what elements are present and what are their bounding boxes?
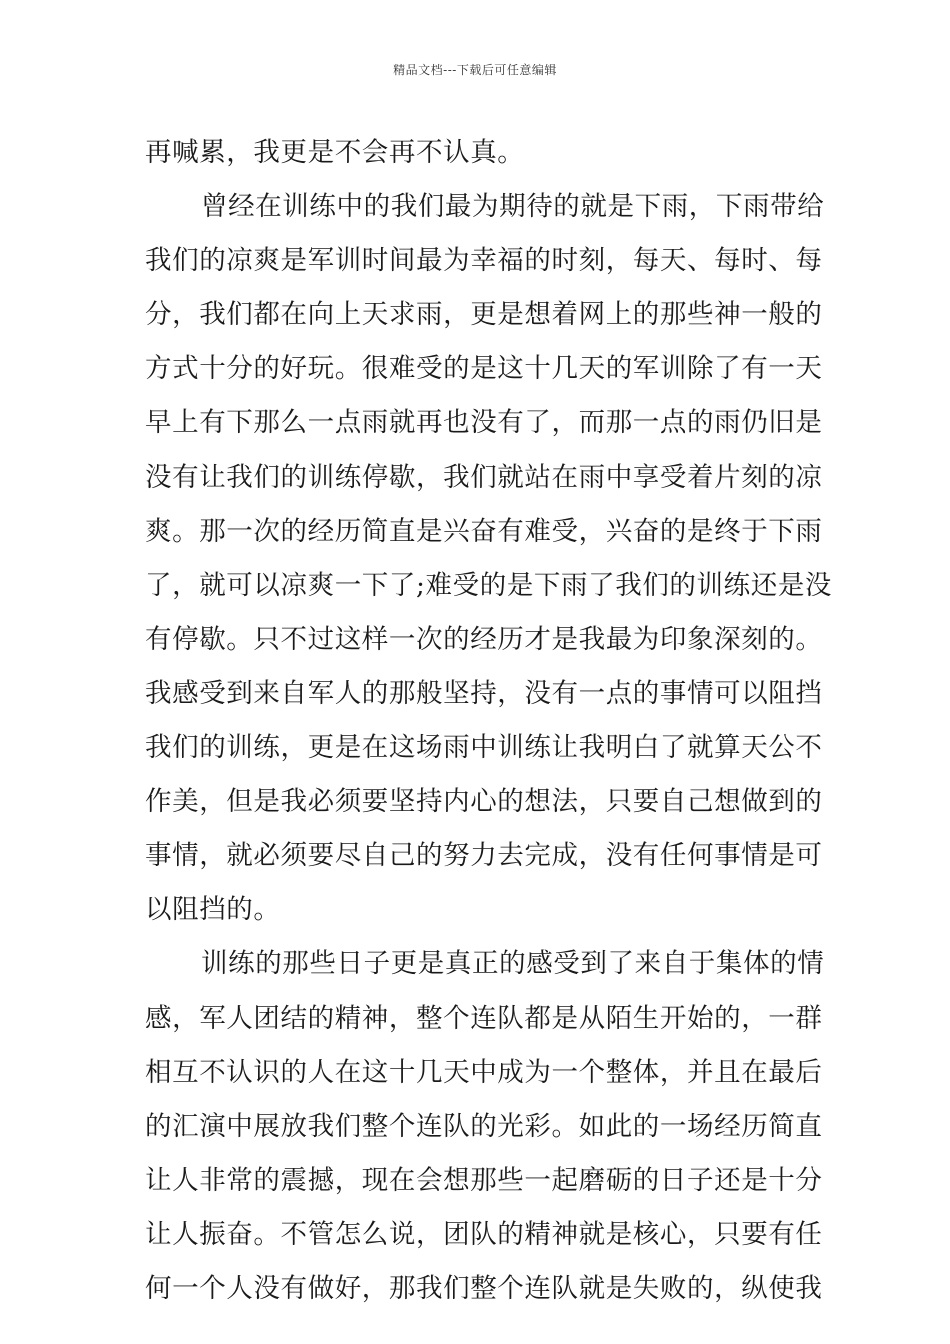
text-line: 的汇演中展放我们整个连队的光彩。如此的一场经历简直 bbox=[145, 1110, 823, 1142]
text-line: 相互不认识的人在这十几天中成为一个整体，并且在最后 bbox=[145, 1056, 823, 1088]
text-line: 我感受到来自军人的那般坚持，没有一点的事情可以阻挡 bbox=[145, 677, 823, 709]
document-body bbox=[145, 126, 833, 1316]
text-line: 让人非常的震撼，现在会想那些一起磨砺的日子还是十分 bbox=[145, 1164, 823, 1196]
text-line: 训练的那些日子更是真正的感受到了来自于集体的情 bbox=[201, 948, 825, 980]
text-line: 没有让我们的训练停歇，我们就站在雨中享受着片刻的凉 bbox=[145, 461, 823, 493]
page-header: 精品文档---下载后可任意编辑 bbox=[393, 63, 557, 77]
text-line: 感，军人团结的精神，整个连队都是从陌生开始的，一群 bbox=[145, 1002, 823, 1034]
text-line: 让人振奋。不管怎么说，团队的精神就是核心，只要有任 bbox=[145, 1218, 823, 1250]
text-line: 再喊累，我更是不会再不认真。 bbox=[145, 137, 525, 168]
text-line: 分，我们都在向上天求雨，更是想着网上的那些神一般的 bbox=[145, 299, 823, 331]
text-line: 我们的训练，更是在这场雨中训练让我明白了就算天公不 bbox=[145, 732, 823, 764]
text-line: 有停歇。只不过这样一次的经历才是我最为印象深刻的。 bbox=[145, 623, 823, 655]
text-line: 方式十分的好玩。很难受的是这十几天的军训除了有一天 bbox=[145, 353, 823, 385]
text-line: 我们的凉爽是军训时间最为幸福的时刻，每天、每时、每 bbox=[145, 245, 823, 277]
text-line: 事情，就必须要尽自己的努力去完成，没有任何事情是可 bbox=[145, 840, 823, 872]
text-line: 以阻挡的。 bbox=[145, 894, 281, 926]
text-line: 早上有下那么一点雨就再也没有了，而那一点的雨仍旧是 bbox=[145, 407, 823, 439]
text-line: 爽。那一次的经历简直是兴奋有难受，兴奋的是终于下雨 bbox=[145, 515, 823, 547]
text-line: 何一个人没有做好，那我们整个连队就是失败的，纵使我 bbox=[145, 1272, 823, 1304]
text-line: 曾经在训练中的我们最为期待的就是下雨，下雨带给 bbox=[201, 191, 825, 223]
text-line: 了，就可以凉爽一下了;难受的是下雨了我们的训练还是没 bbox=[145, 569, 833, 601]
text-line: 作美，但是我必须要坚持内心的想法，只要自己想做到的 bbox=[145, 786, 823, 818]
